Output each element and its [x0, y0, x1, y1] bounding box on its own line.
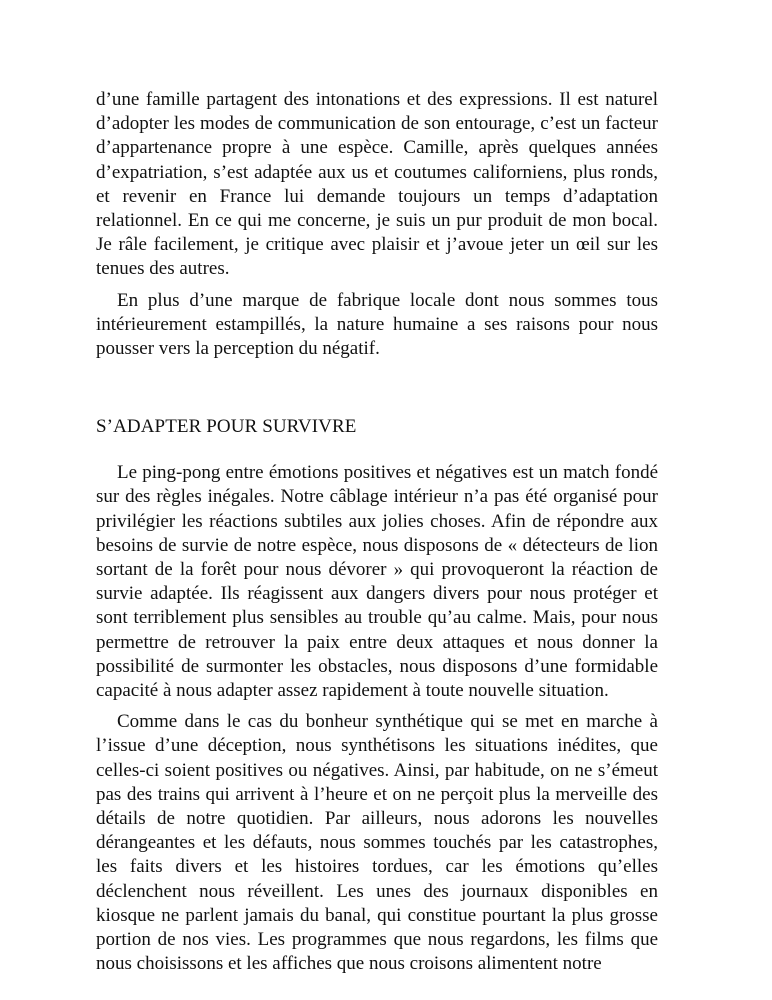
paragraph-negative-perception: En plus d’une marque de fabrique locale dont nous sommes tous intérieurement estampillés, la nature humaine a ses raisons pour nous pousser vers la perception du négatif.: [96, 289, 658, 360]
document-page: [96, 88, 658, 977]
section-heading: S’ADAPTER POUR SURVIVRE: [96, 416, 357, 438]
paragraph-ping-pong: Le ping-pong entre émotions positives et négatives est un match fondé sur des règles inégales. Notre câblage intérieur n’a pas été organisé pour privilégier les réactions subtiles aux jolies choses. Afin de répondre aux besoins de survie de notre espèce, nous disposons de « détecteurs de lion sortant de la forêt pour nous dévorer » qui provoqueront la réaction de survie adaptée. Ils réagissent aux dangers divers pour nous protéger et sont terriblement plus sensibles au trouble qu’au calme. Mais, pour nous permettre de retrouver la paix entre deux attaques et nous donner la possibilité de surmonter les obstacles, nous disposons d’une formidable capacité à nous adapter assez rapidement à toute nouvelle situation.: [96, 462, 658, 702]
paragraph-continued: d’une famille partagent des intonations et des expressions. Il est naturel d’adopter les modes de communication de son entourage, c’est un facteur d’appartenance propre à une espèce. Camille, après quelques années d’expatriation, s’est adaptée aux us et coutumes californiens, plus ronds, et revenir en France lui demande toujours un temps d’adaptation relationnel. En ce qui me concerne, je suis un pur produit de mon bocal. Je râle facilement, je critique avec plaisir et j’avoue jeter un œil sur les tenues des autres.: [96, 89, 658, 280]
paragraph-synthetic-happiness: Comme dans le cas du bonheur synthétique qui se met en marche à l’issue d’une déception, nous synthétisons les situations inédites, que celles-ci soient positives ou négatives. Ainsi, par habitude, on ne s’émeut pas des trains qui arrivent à l’heure et on ne perçoit plus la merveille des détails de notre quotidien. Par ailleurs, nous adorons les nouvelles dérangeantes et les défauts, nous sommes touchés par les catastrophes, les faits divers et les histoires tordues, car les émotions qu’elles déclenchent nous réveillent. Les unes des journaux disponibles en kiosque ne parlent jamais du banal, qui constitue pourtant la plus grosse portion de nos vies. Les programmes que nous regardons, les films que nous choisissons et les affiches que nous croisons alimentent notre: [96, 711, 658, 975]
